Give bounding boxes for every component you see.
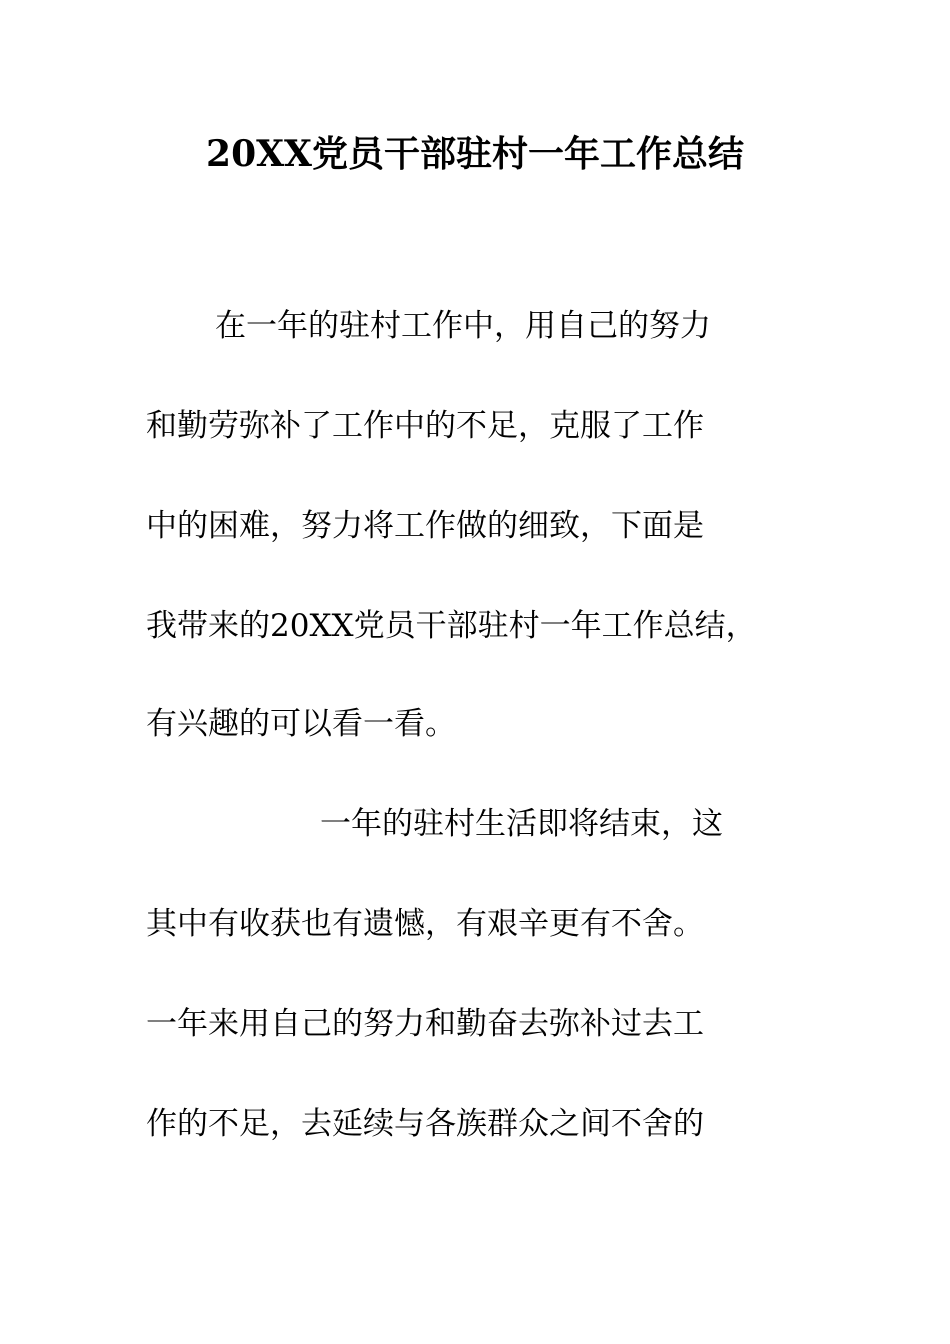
paragraph-line: 和勤劳弥补了工作中的不足，克服了工作 (146, 408, 704, 444)
paragraph-line: 其中有收获也有遗憾，有艰辛更有不舍。 (146, 906, 704, 942)
paragraph-line: 中的困难，努力将工作做的细致，下面是 (146, 508, 704, 544)
paragraph-line: 我带来的20XX党员干部驻村一年工作总结， (146, 608, 757, 644)
paragraph-line: 作的不足，去延续与各族群众之间不舍的 (146, 1106, 704, 1142)
paragraph-line: 一年来用自己的努力和勤奋去弥补过去工 (146, 1006, 704, 1042)
paragraph-line: 一年的驻村生活即将结束，这 (320, 806, 723, 842)
document-title: 20XX党员干部驻村一年工作总结 (206, 133, 744, 175)
paragraph-line: 有兴趣的可以看一看。 (146, 706, 456, 742)
paragraph-line: 在一年的驻村工作中，用自己的努力 (215, 308, 711, 344)
